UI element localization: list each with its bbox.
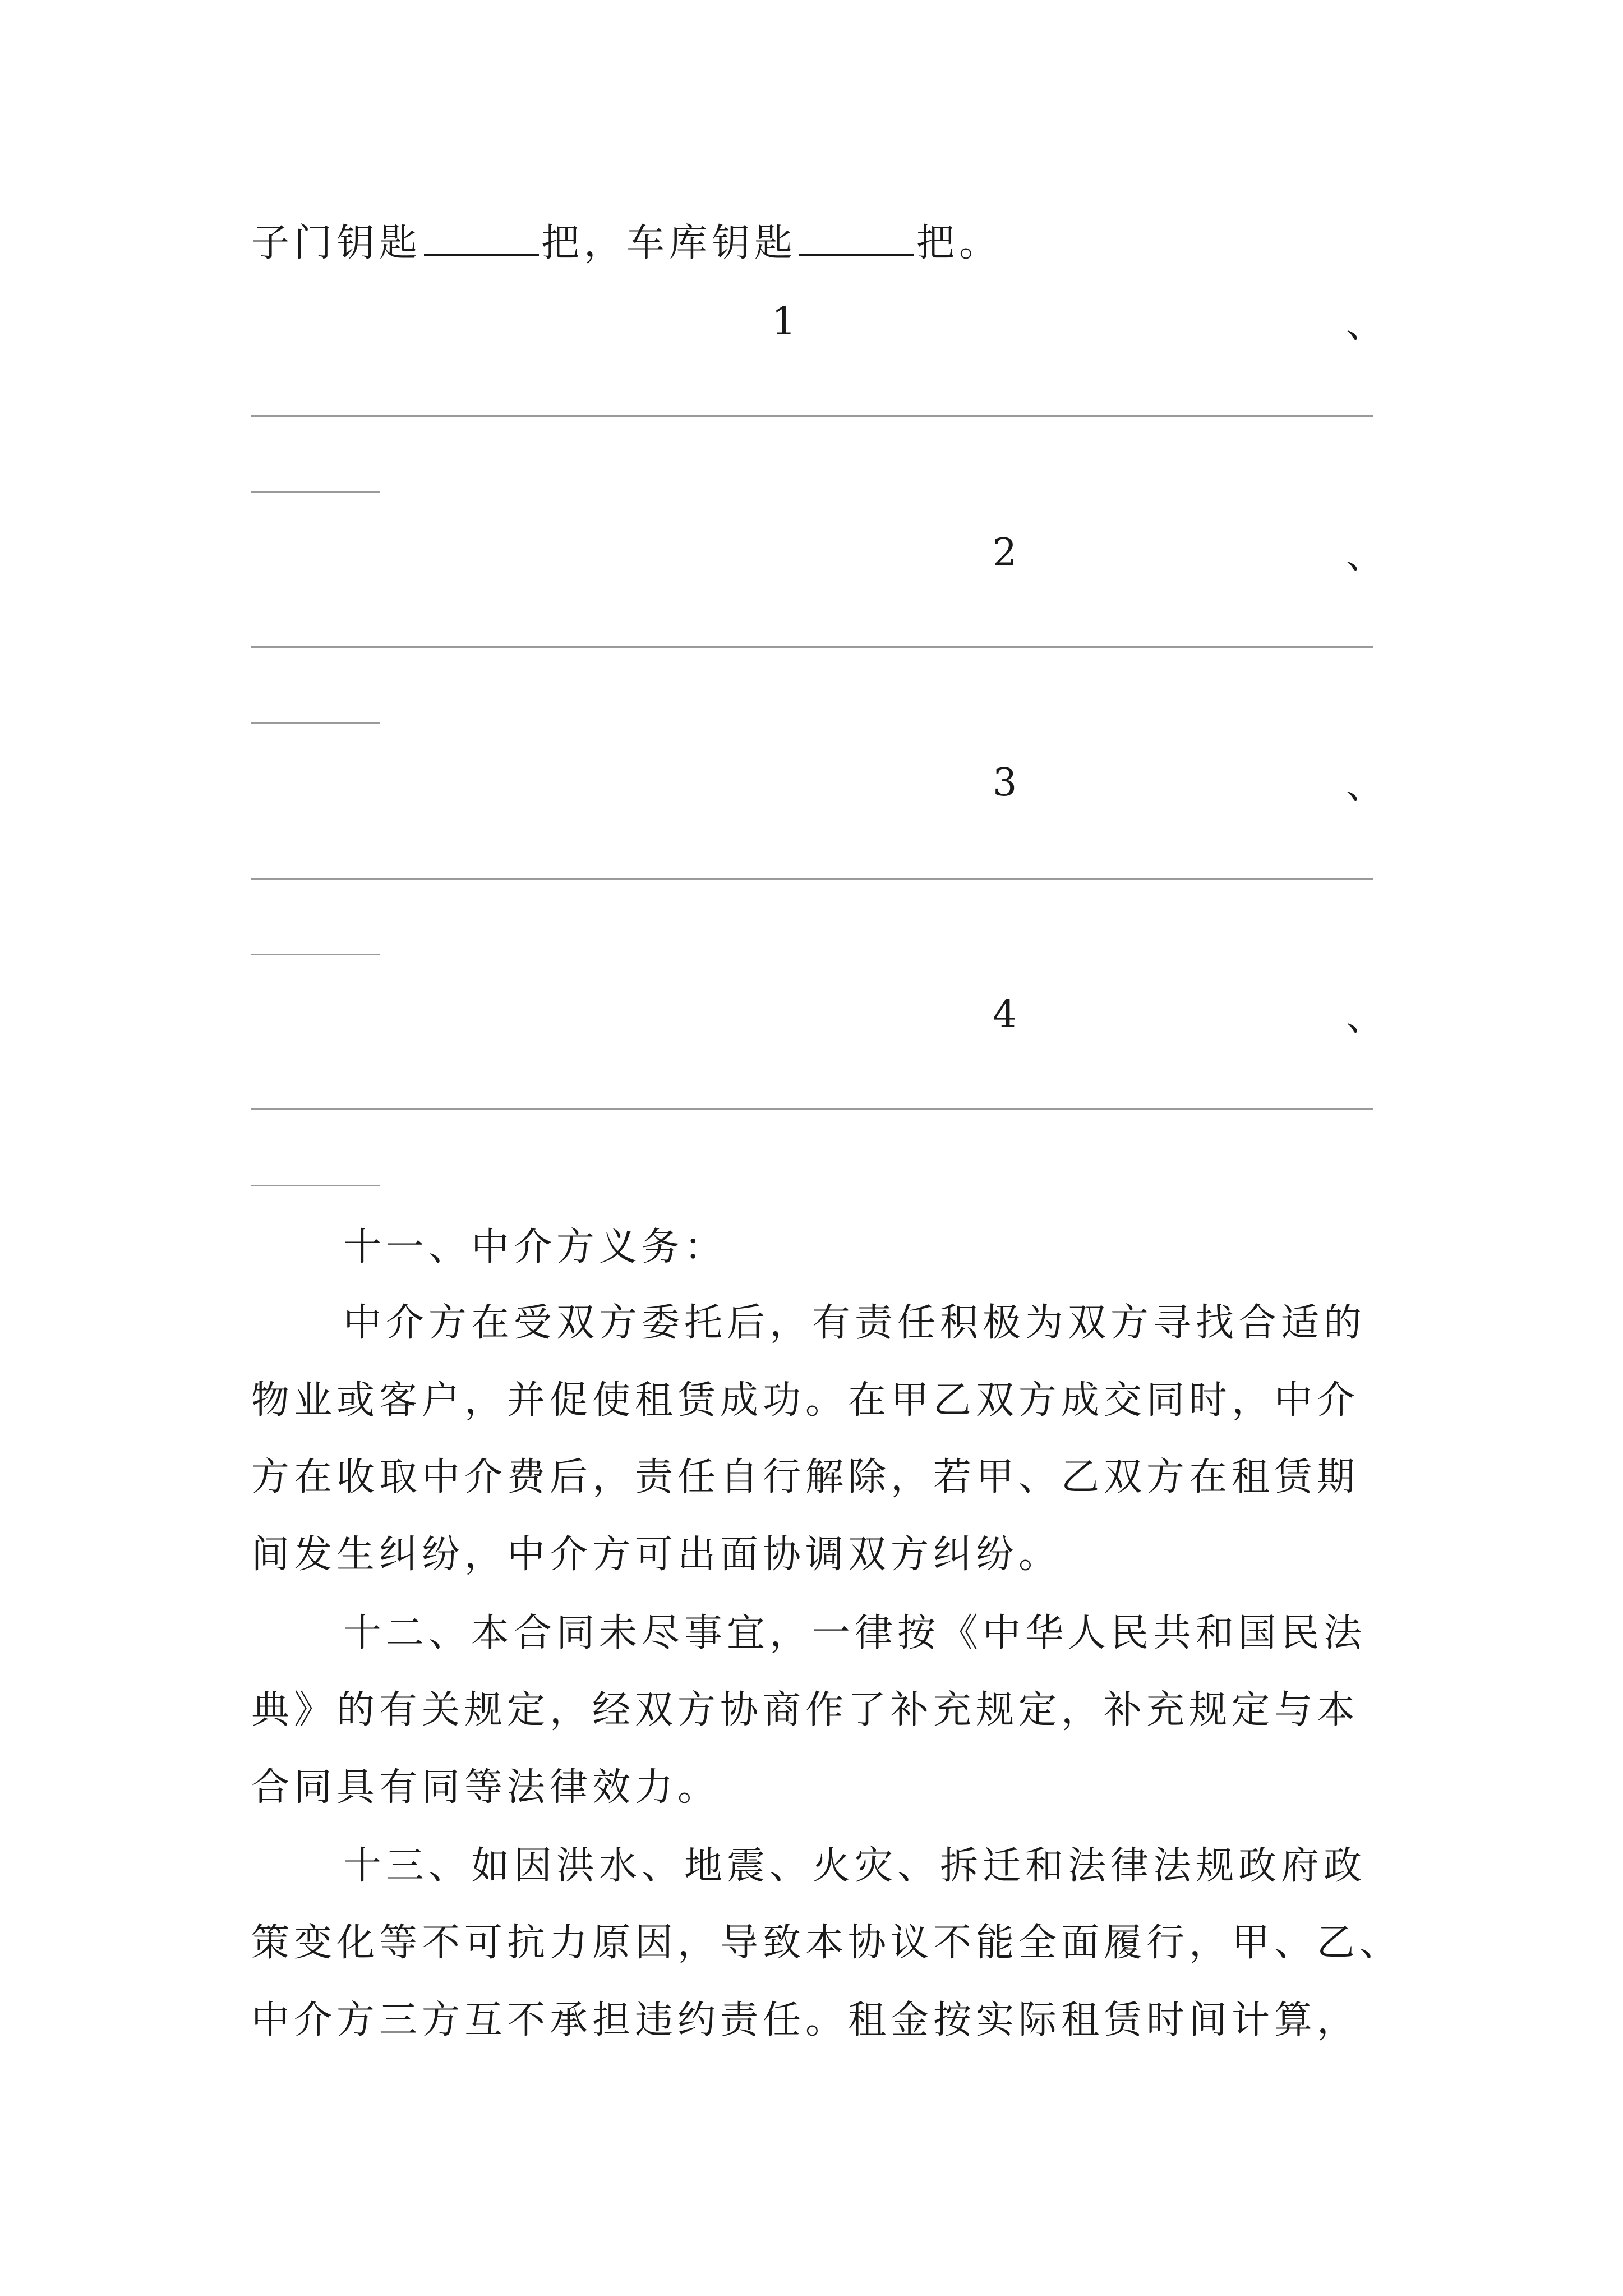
clause-13-line-1: 十三、如因洪水、地震、火灾、拆迁和法律法规政府政 [343,1844,1367,1888]
item-number-2: 2 [993,531,1017,575]
door-keys-blank[interactable] [424,222,539,256]
item-blank-tail-2[interactable] [251,722,380,724]
item-blank-line-2[interactable] [251,646,1373,648]
item-sep-4: 、 [1346,995,1385,1039]
item-blank-line-3[interactable] [251,878,1373,880]
item-number-1: 1 [772,300,796,344]
item-blank-tail-1[interactable] [251,491,380,493]
clause-12-line-1: 十二、本合同未尽事宜，一律按《中华人民共和国民法 [343,1611,1367,1655]
item-blank-line-4[interactable] [251,1108,1373,1110]
garage-keys-blank[interactable] [799,222,914,256]
clause-12-line-2: 典》的有关规定，经双方协商作了补充规定，补充规定与本 [251,1688,1360,1732]
clause-11-line-3: 方在收取中介费后，责任自行解除，若甲、乙双方在租赁期 [251,1455,1360,1499]
keys-text-1: 子门钥匙 [251,221,422,265]
item-number-3: 3 [993,761,1017,805]
clause-11-line-2: 物业或客户，并促使租赁成功。在甲乙双方成交同时，中介 [251,1378,1360,1423]
keys-text-2: 把，车库钥匙 [541,221,797,265]
clause-13-line-3: 中介方三方互不承担违约责任。租金按实际租赁时间计算， [251,1998,1360,2042]
clause-12-line-3: 合同具有同等法律效力。 [251,1765,721,1810]
item-blank-line-1[interactable] [251,415,1373,417]
item-number-4: 4 [993,992,1017,1037]
clause-13-line-2: 策变化等不可抗力原因，导致本协议不能全面履行，甲、乙、 [251,1921,1403,1965]
item-blank-tail-3[interactable] [251,954,380,955]
item-blank-tail-4[interactable] [251,1185,380,1186]
item-sep-2: 、 [1346,533,1385,578]
keys-line [251,222,1373,263]
item-sep-1: 、 [1346,302,1385,347]
clause-11-line-1: 中介方在受双方委托后，有责任积极为双方寻找合适的 [343,1301,1367,1345]
item-sep-3: 、 [1346,763,1385,808]
clause-11-line-4: 间发生纠纷，中介方可出面协调双方纠纷。 [251,1533,1062,1577]
keys-text-3: 把。 [916,221,1002,265]
clause-11-heading: 十一、中介方义务： [343,1225,727,1269]
